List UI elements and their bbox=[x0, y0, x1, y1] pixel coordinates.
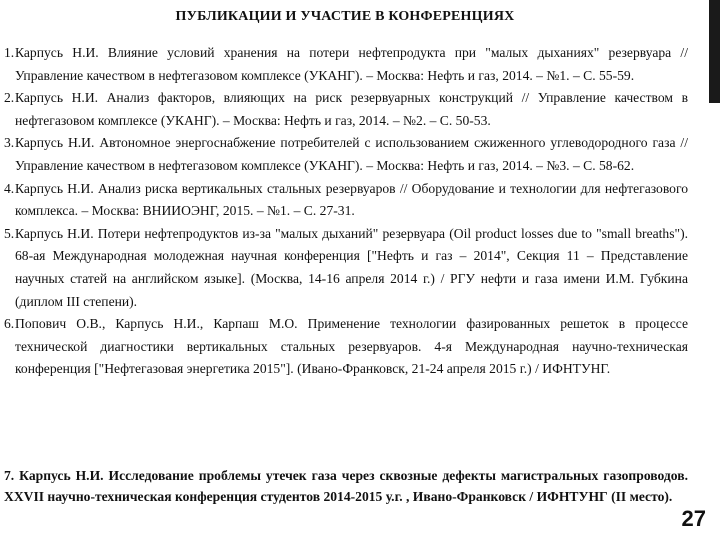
item-number: 5. bbox=[4, 225, 15, 241]
list-item bbox=[4, 87, 688, 132]
conference-item-7: 7. Карпусь Н.И. Исследование проблемы утечек газа через сквозные дефекты магистральных газопроводов. XXVII научно-техническая конференция студентов 2014-2015 у.г. , Ивано-Франковск / ИФНТУНГ (II место). bbox=[4, 468, 688, 504]
list-item bbox=[4, 178, 688, 223]
list-item bbox=[4, 223, 688, 313]
item-text: Карпусь Н.И. Автономное энергоснабжение потребителей с использованием сжиженного углеводородного газа // Управление качеством в нефтегазовом комплексе (УКАНГ). – Москва: Нефть и газ, 2014. – №3. – С. 58-62. bbox=[15, 135, 688, 173]
page-title: ПУБЛИКАЦИИ И УЧАСТИЕ В КОНФЕРЕНЦИЯХ bbox=[175, 9, 515, 24]
list-item bbox=[4, 132, 688, 177]
right-edge-bar bbox=[709, 0, 720, 103]
list-item bbox=[4, 42, 688, 87]
page-number: 27 bbox=[681, 506, 706, 531]
item-number: 2. bbox=[4, 90, 15, 106]
item-number: 4. bbox=[4, 180, 15, 196]
item-text: Карпусь Н.И. Потери нефтепродуктов из-за "малых дыханий" резервуара (Oil product losses due to "small breaths"). 68-ая Международная молодежная научная конференция ["Нефть и газ – 2014", Секция 11 – Представление научных статей на английском языке]. (Москва, 14-16 апреля 2014 г.) / РГУ нефти и газа имени И.М. Губкина (диплом III степени). bbox=[15, 225, 688, 309]
list-item bbox=[4, 313, 688, 381]
item-number: 1. bbox=[4, 45, 15, 60]
item-text: Попович О.В., Карпусь Н.И., Карпаш М.О. Применение технологии фазированных решеток в процессе технической диагностики вертикальных стальных резервуаров. 4-я Международная научно-техническая конференция ["Нефтегазовая энергетика 2015"]. (Ивано-Франковск, 21-24 апреля 2015 г.) / ИФНТУНГ. bbox=[15, 316, 688, 377]
publication-list bbox=[4, 42, 688, 381]
item-number: 3. bbox=[4, 135, 15, 151]
item-text: Карпусь Н.И. Анализ факторов, влияющих на риск резервуарных конструкций // Управление качеством в нефтегазовом комплексе (УКАНГ). – Москва: Нефть и газ, 2014. – №2. – С. 50-53. bbox=[15, 90, 688, 128]
item-text: Карпусь Н.И. Влияние условий хранения на потери нефтепродукта при "малых дыханиях" резервуара // Управление качеством в нефтегазовом комплексе (УКАНГ). – Москва: Нефть и газ, 2014. – №1. – С. 55-59. bbox=[15, 45, 688, 83]
item-number: 6. bbox=[4, 316, 15, 332]
item-text: Карпусь Н.И. Анализ риска вертикальных стальных резервуаров // Оборудование и технологии для нефтегазового комплекса. – Москва: ВНИИОЭНГ, 2015. – №1. – С. 27-31. bbox=[15, 180, 688, 219]
